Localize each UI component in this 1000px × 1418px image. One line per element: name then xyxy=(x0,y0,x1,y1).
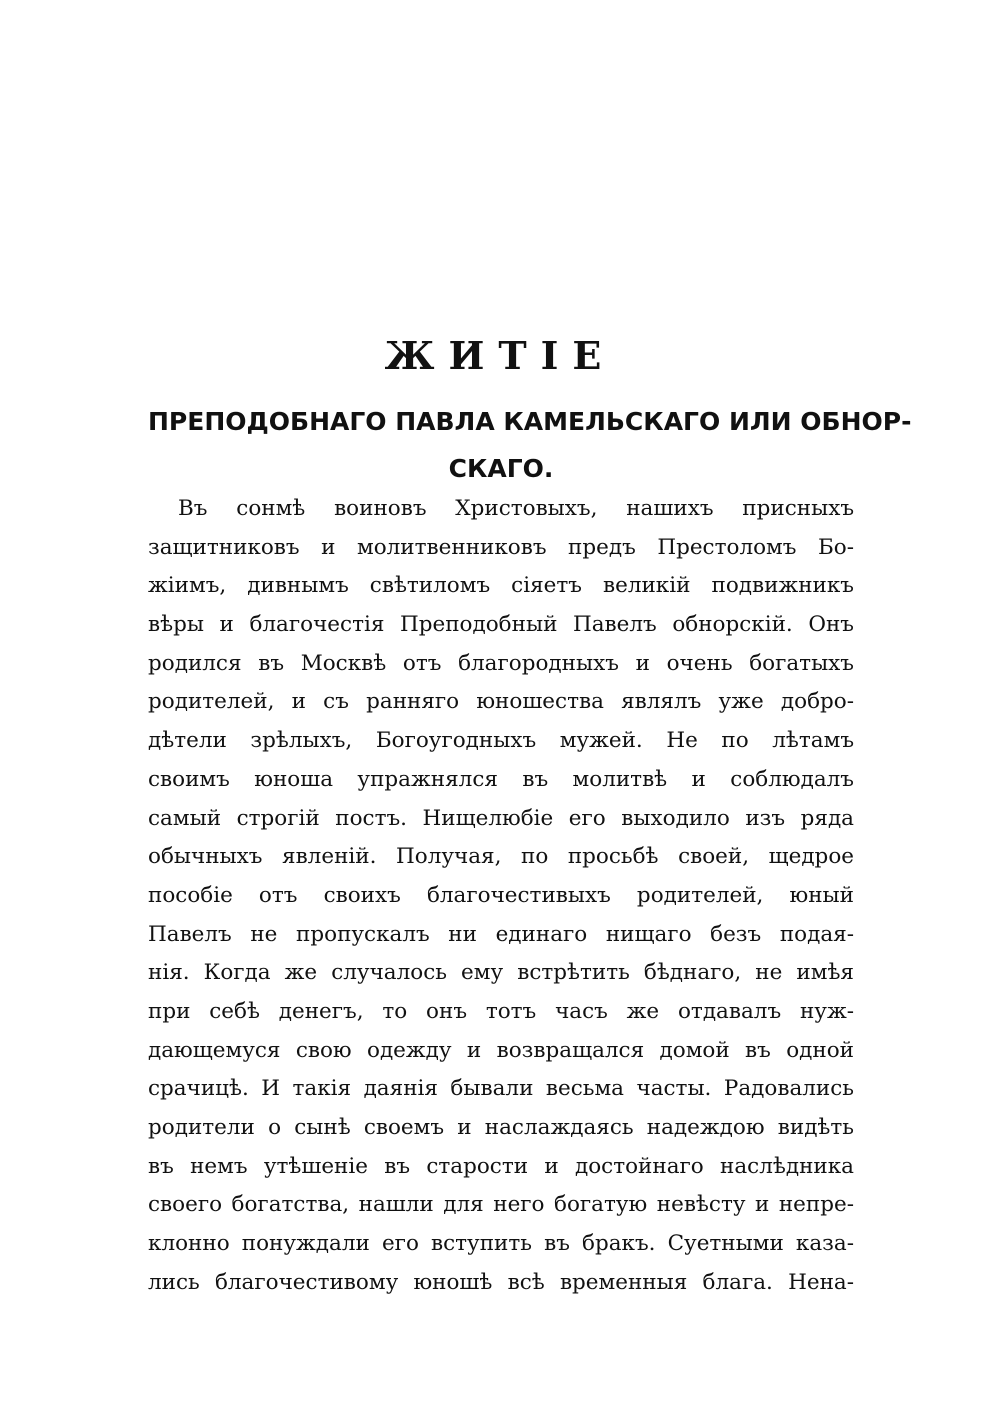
text-line: дѣтели зрѣлыхъ, Богоугодныхъ мужей. Не по лѣтамъ xyxy=(148,728,854,754)
text-line: Въ сонмѣ воиновъ Христовыхъ, нашихъ присныхъ xyxy=(178,496,854,521)
subtitle-line: СКАГО. xyxy=(448,454,554,483)
text-line: срачицѣ. И такія даянія бывали весьма часты. Радовались xyxy=(148,1076,854,1102)
text-line: при себѣ денегъ, то онъ тотъ часъ же отдавалъ нуж- xyxy=(148,998,854,1024)
text-line: самый строгій постъ. Нищелюбіе его выходило изъ ряда xyxy=(148,805,854,831)
subtitle-line: ПРЕПОДОБНАГО ПАВЛА КАМЕЛЬСКАГО ИЛИ ОБНОР- xyxy=(148,407,912,436)
text-line: родители о сынѣ своемъ и наслаждаясь надеждою видѣть xyxy=(148,1115,854,1140)
text-line: клонно понуждали его вступить въ бракъ. Суетными каза- xyxy=(148,1231,854,1257)
text-line: въ немъ утѣшеніе въ старости и достойнаго наслѣдника xyxy=(148,1153,854,1179)
body-text xyxy=(148,490,854,1302)
text-line: Павелъ не пропускалъ ни единаго нищаго безъ подая- xyxy=(148,921,854,947)
page-heading: ЖИТІЕ xyxy=(384,333,616,378)
text-line: своего богатства, нашли для него богатую невѣсту и непре- xyxy=(148,1192,854,1218)
text-line: пособіе отъ своихъ благочестивыхъ родителей, юный xyxy=(148,882,854,908)
text-line: родился въ Москвѣ отъ благородныхъ и очень богатыхъ xyxy=(148,650,854,676)
text-line: родителей, и съ ранняго юношества являлъ уже добро- xyxy=(148,689,854,715)
text-line: нія. Когда же случалось ему встрѣтить бѣднаго, не имѣя xyxy=(148,960,854,986)
text-line: защитниковъ и молитвенниковъ предъ Престоломъ Бо- xyxy=(148,534,854,560)
text-line: обычныхъ явленій. Получая, по просьбѣ своей, щедрое xyxy=(148,844,854,870)
text-line: жіимъ, дивнымъ свѣтиломъ сіяетъ великій подвижникъ xyxy=(148,573,854,599)
subtitle xyxy=(148,398,912,492)
text-line: дающемуся свою одежду и возвращался домой въ одной xyxy=(148,1037,854,1063)
text-line: лись благочестивому юношѣ всѣ временныя блага. Нена- xyxy=(148,1269,854,1295)
text-line: своимъ юноша упражнялся въ молитвѣ и соблюдалъ xyxy=(148,766,854,792)
text-line: вѣры и благочестія Преподобный Павелъ обнорскій. Онъ xyxy=(148,612,854,638)
